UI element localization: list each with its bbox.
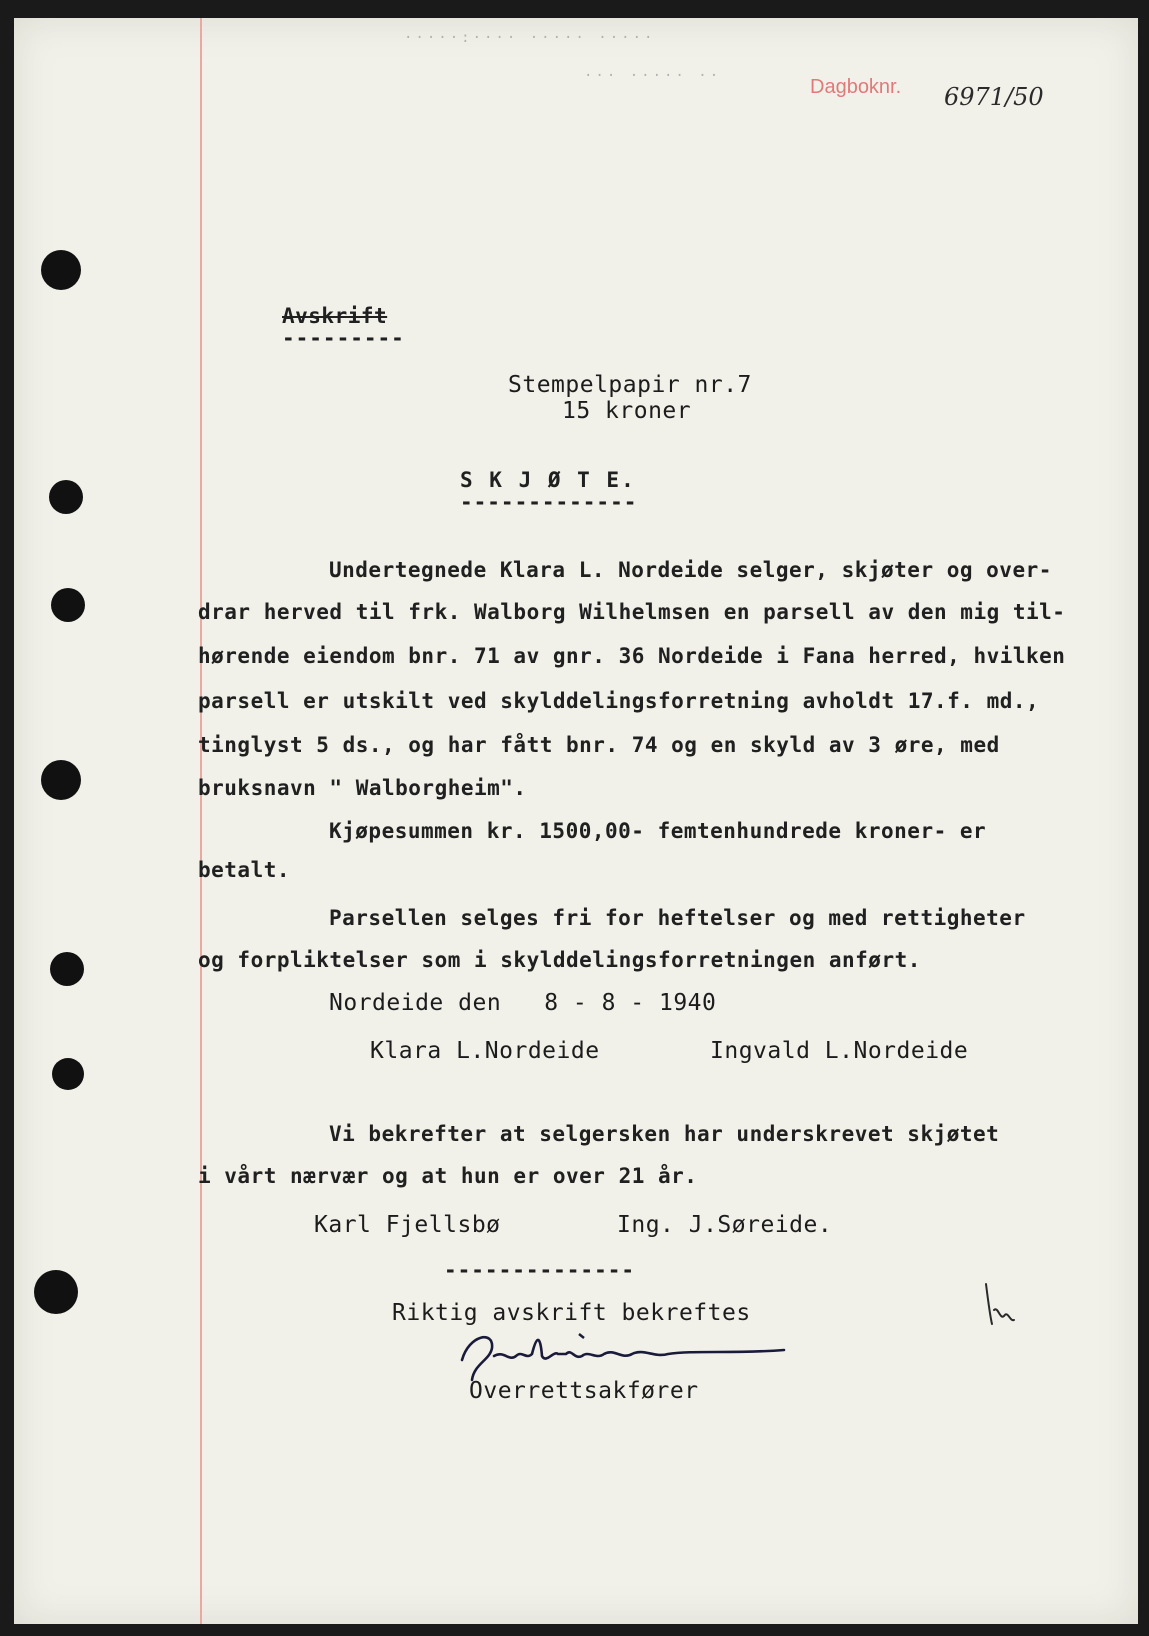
document-title: S K J Ø T E.: [460, 468, 636, 492]
body-line: bruksnavn " Walborgheim".: [198, 776, 527, 800]
document-page: [14, 18, 1138, 1624]
punch-hole: [51, 588, 85, 622]
faded-stamp: ·····:···· ····· ·····: [404, 30, 656, 46]
body-line: Parsellen selges fri for heftelser og med rettigheter: [329, 906, 1026, 930]
underline-dashes: ---------: [282, 326, 405, 350]
title-underline: -------------: [460, 490, 638, 514]
body-line: Undertegnede Klara L. Nordeide selger, skjøter og over-: [329, 558, 1052, 582]
handwritten-initials: [980, 1280, 1020, 1334]
copy-mark: Avskrift: [282, 304, 388, 328]
body-line: tinglyst 5 ds., og har fått bnr. 74 og en skyld av 3 øre, med: [198, 733, 1000, 757]
punch-hole: [34, 1270, 78, 1314]
body-line: Kjøpesummen kr. 1500,00- femtenhundrede kroner- er: [329, 819, 987, 843]
place-date: Nordeide den 8 - 8 - 1940: [329, 990, 717, 1016]
signer-role: Overrettsakfører: [469, 1378, 699, 1404]
stamp-paper-line: Stempelpapir nr.7: [508, 372, 752, 398]
body-line: hørende eiendom bnr. 71 av gnr. 36 Nordeide i Fana herred, hvilken: [198, 644, 1066, 668]
margin-line: [200, 18, 202, 1624]
dagbok-label: Dagboknr.: [810, 76, 902, 98]
body-line: parsell er utskilt ved skylddelingsforretning avholdt 17.f. md.,: [198, 689, 1040, 713]
signer-name: Klara L.Nordeide: [370, 1038, 600, 1064]
signer-name: Ingvald L.Nordeide: [710, 1038, 969, 1064]
body-line: og forpliktelser som i skylddelingsforretningen anført.: [198, 948, 921, 972]
stamp-value-line: 15 kroner: [562, 398, 692, 424]
body-line: betalt.: [198, 858, 291, 882]
witness-line: Vi bekrefter at selgersken har underskrevet skjøtet: [329, 1122, 1000, 1146]
certify-line: Riktig avskrift bekreftes: [392, 1300, 751, 1326]
body-line: drar herved til frk. Walborg Wilhelmsen en parsell av den mig til-: [198, 600, 1066, 624]
witness-line: i vårt nærvær og at hun er over 21 år.: [198, 1164, 698, 1188]
punch-hole: [52, 1058, 84, 1090]
punch-hole: [41, 250, 81, 290]
separator-dashes: --------------: [444, 1258, 636, 1282]
faded-stamp: ··· ····· ··: [584, 68, 722, 84]
punch-hole: [50, 952, 84, 986]
witness-name: Ing. J.Søreide.: [617, 1212, 833, 1238]
punch-hole: [49, 480, 83, 514]
punch-hole: [41, 760, 81, 800]
dagbok-number: 6971/50: [944, 83, 1044, 111]
witness-name: Karl Fjellsbø: [314, 1212, 501, 1238]
